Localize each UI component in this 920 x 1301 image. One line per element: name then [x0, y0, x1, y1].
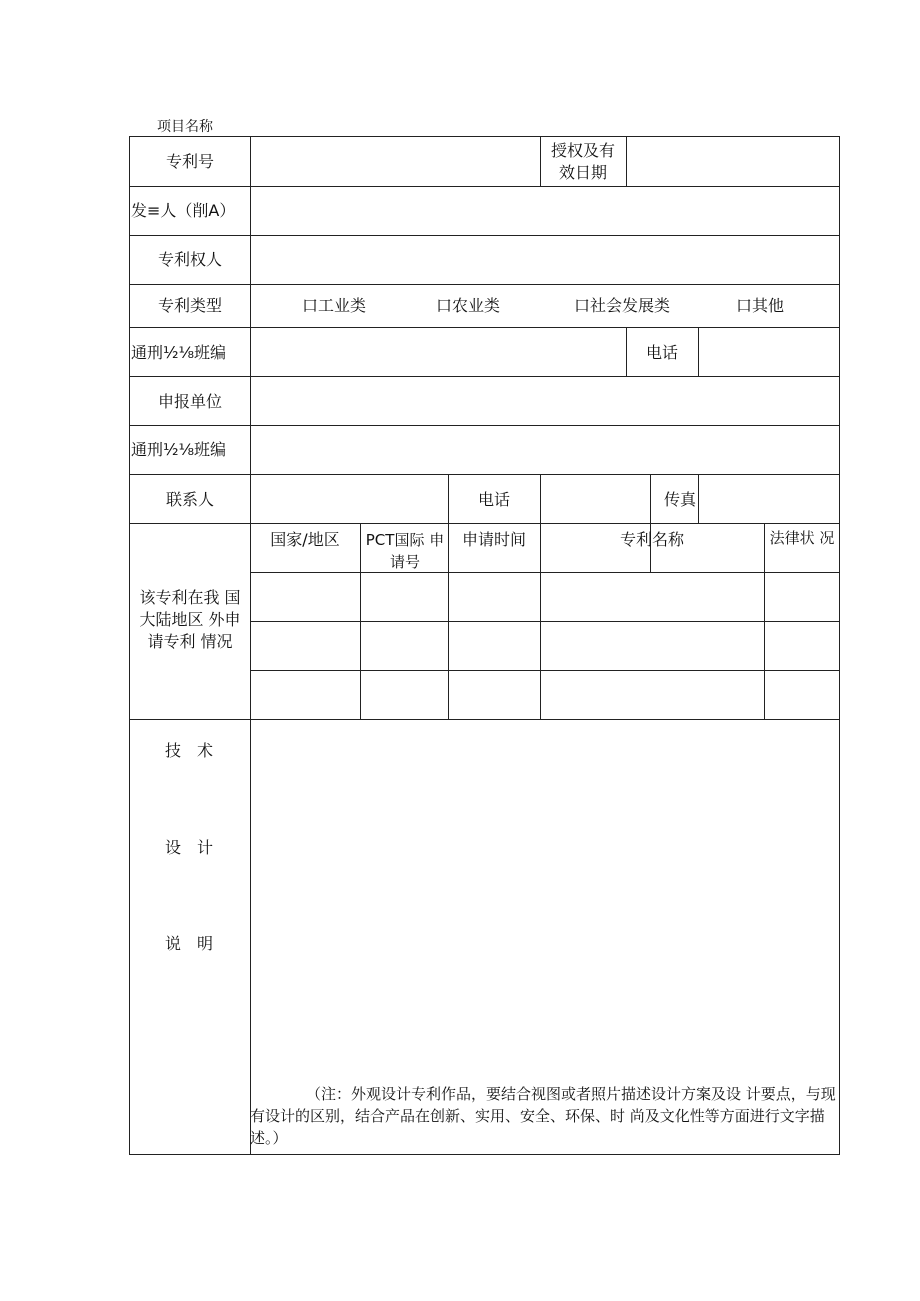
row-divider	[130, 327, 839, 328]
row-divider	[250, 572, 839, 573]
header-patent-name: 专利名称	[619, 530, 684, 549]
row-divider	[130, 376, 839, 377]
tech-label-3: 说明	[164, 934, 229, 953]
type-option-social[interactable]: 口社会发展类	[574, 296, 671, 315]
row-divider	[130, 425, 839, 426]
patent-type-label: 专利类型	[157, 296, 222, 315]
column-divider	[540, 474, 541, 523]
phone-label: 电话	[477, 490, 510, 509]
column-divider	[698, 474, 699, 523]
patent-no-label: 专利号	[165, 152, 214, 171]
column-divider	[650, 474, 651, 523]
column-divider	[448, 523, 449, 719]
contact-label: 联系人	[165, 490, 214, 509]
column-divider	[540, 137, 541, 186]
patentee-label: 专利权人	[157, 250, 222, 269]
grant-date-label: 授权及有效日期	[550, 141, 615, 182]
fax-label: 传真	[664, 490, 697, 509]
column-divider	[764, 523, 765, 719]
type-option-agricultural[interactable]: 口农业类	[436, 296, 501, 315]
tech-label-2: 设计	[164, 838, 229, 857]
column-divider	[698, 327, 699, 376]
row-divider	[250, 621, 839, 622]
address-label: 通刑½⅛班编	[131, 343, 227, 362]
column-divider	[360, 523, 361, 719]
phone-label: 电话	[645, 343, 678, 362]
row-divider	[130, 523, 839, 524]
column-divider	[540, 523, 541, 719]
row-divider	[130, 474, 839, 475]
column-divider	[626, 137, 627, 186]
row-divider	[130, 719, 839, 720]
patent-form-table	[129, 136, 840, 1155]
header-legal-status: 法律状 况	[769, 529, 835, 547]
design-note: （注：外观设计专利作品，要结合视图或者照片描述设计方案及设 计要点，与现有设计的区别，结合产品在创新、实用、安全、环保、时 尚及文化性等方面进行文字描述。）	[250, 1085, 836, 1147]
row-divider	[130, 186, 839, 187]
address-label: 通刑½⅛班编	[131, 440, 227, 459]
type-option-other[interactable]: 口其他	[736, 296, 785, 315]
project-name-label: 项目名称	[157, 119, 213, 135]
header-apply-time: 申请时间	[461, 530, 526, 549]
foreign-application-label: 该专利在我 国大陆地区 外申请专利 情况	[139, 588, 241, 651]
inventor-label: 发≡人（削A）	[131, 201, 236, 220]
header-country: 国家/地区	[270, 530, 340, 549]
row-divider	[130, 235, 839, 236]
tech-label-1: 技术	[164, 741, 229, 760]
row-divider	[250, 670, 839, 671]
type-option-industrial[interactable]: 口工业类	[302, 296, 367, 315]
column-divider	[250, 137, 251, 1154]
row-divider	[130, 284, 839, 285]
applicant-unit-label: 申报单位	[157, 392, 222, 411]
header-pct-no: PCT国际 申请号	[365, 531, 445, 571]
